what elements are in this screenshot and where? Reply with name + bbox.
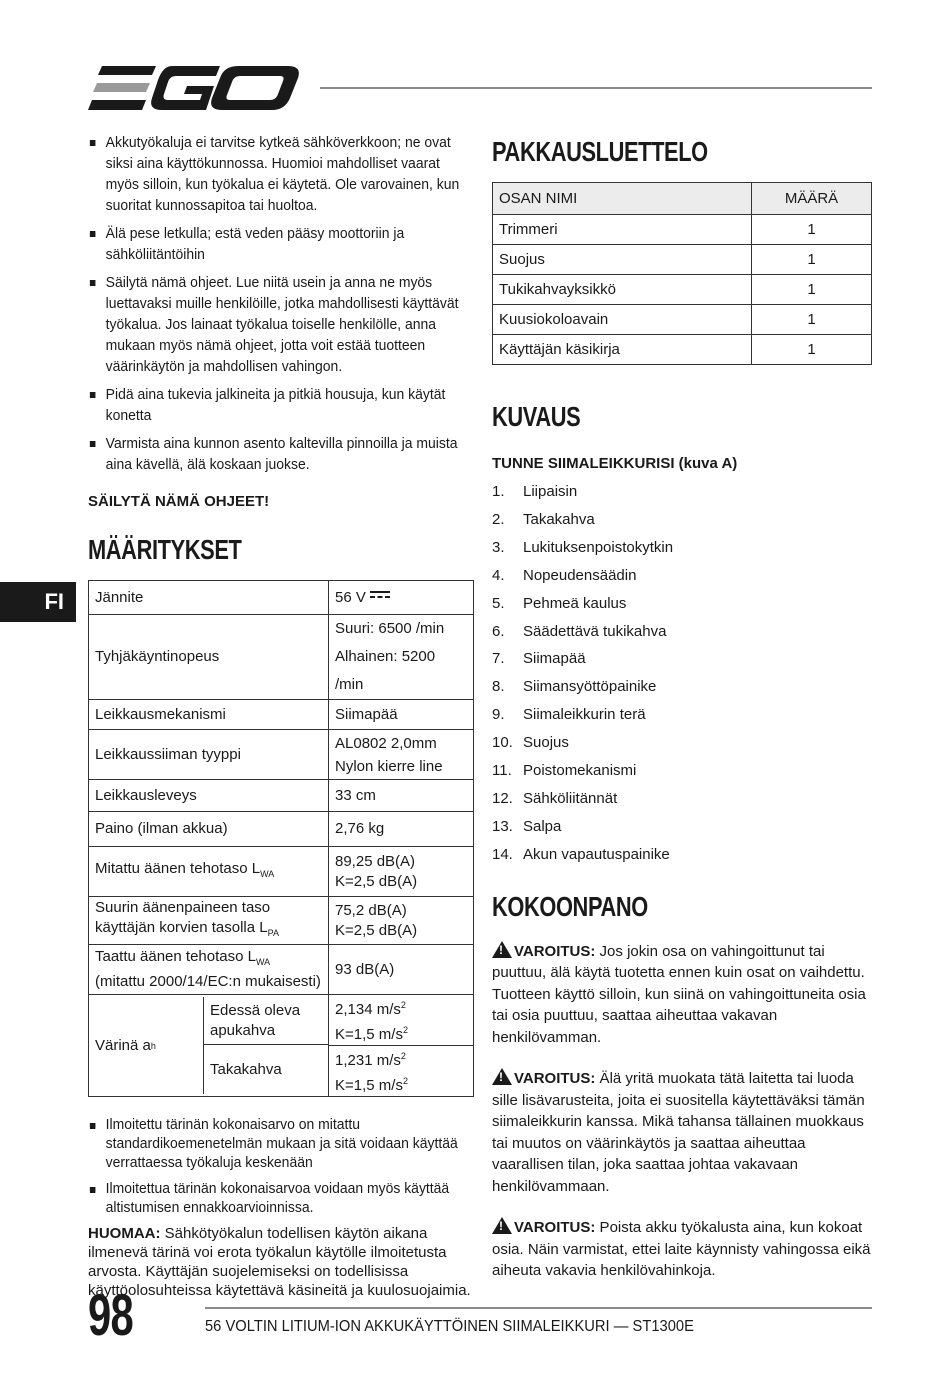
footer-rule	[205, 1307, 872, 1309]
list-item: Ilmoitettua tärinän kokonaisarvoa voidaan myös käyttää altistumisen ennakkoarvioinnissa.	[88, 1179, 472, 1217]
table-row	[493, 275, 872, 305]
parts-list	[492, 478, 872, 869]
warning-paragraph: !VAROITUS: Jos jokin osa on vahingoittunut tai puuttuu, älä käytä tuotetta ennen kuin osat on vaihdettu. Tuotteen käyttö silloin, kun siinä on vahingoittuneita osia tai osia puuttuu, saattaa aiheuttaa vakavan henkilövamman.	[492, 941, 872, 1049]
keep-instructions: SÄILYTÄ NÄMÄ OHJEET!	[88, 493, 270, 510]
table-row	[89, 615, 474, 700]
list-item: Älä pese letkulla; estä veden pääsy moottoriin ja sähköliitäntöihin	[88, 223, 472, 265]
spec-label: Suurin äänenpaineen taso käyttäjän korvien tasolla $L_{PA}$	[89, 897, 329, 945]
table-row	[89, 847, 474, 897]
list-item: 8. Siimansyöttöpainike	[492, 678, 657, 696]
spec-label: Taattu äänen tehotaso $L_{WA}$ (mitattu 2000/14/EC:n mukaisesti)	[89, 945, 329, 995]
rear-handle-label: Takakahva	[210, 1060, 282, 1078]
packing-heading: PAKKAUSLUETTELO	[492, 136, 708, 167]
list-item: 6. Säädettävä tukikahva	[492, 622, 667, 640]
part-name: Suojus	[493, 245, 752, 275]
header-rule	[320, 87, 872, 89]
right-column	[492, 132, 872, 1282]
table-row	[89, 780, 474, 812]
list-item: 14. Akun vapautuspainike	[492, 845, 670, 863]
part-qty: 1	[752, 215, 872, 245]
spec-value: Suuri: 6500 /min Alhainen: 5200 /min	[329, 615, 474, 700]
table-row	[493, 305, 872, 335]
part-name: Kuusiokoloavain	[493, 305, 752, 335]
spec-value: 93 dB(A)	[329, 945, 474, 995]
table-row	[89, 700, 474, 730]
warning-triangle-icon	[492, 941, 512, 958]
language-tab: FI	[0, 582, 76, 622]
page-number: 98	[88, 1283, 134, 1348]
column-header: OSAN NIMI	[493, 183, 752, 215]
part-name: Käyttäjän käsikirja	[493, 335, 752, 365]
warning-triangle-icon	[492, 1068, 512, 1085]
list-item: 5. Pehmeä kaulus	[492, 594, 627, 612]
assembly-heading: KOKOONPANO	[492, 890, 648, 922]
list-item: Akkutyökaluja ei tarvitse kytkeä sähköverkkoon; ne ovat siksi aina käyttökunnossa. Huomioi mahdolliset vaarat myös silloin, kun työkalua ei käytetä. Ole varovainen, kun suoritat kunnossapitoa tai huoltoa.	[88, 132, 472, 216]
table-row	[89, 945, 474, 995]
left-column	[88, 132, 474, 1300]
list-item: 1. Liipaisin	[492, 483, 578, 500]
table-row	[89, 897, 474, 945]
list-item: 11. Poistomekanismi	[492, 762, 637, 780]
front-handle-label: Edessä oleva apukahva	[204, 997, 328, 1045]
ego-logo	[88, 64, 300, 112]
table-row	[493, 335, 872, 365]
spec-label	[89, 995, 329, 1097]
table-row	[493, 245, 872, 275]
spec-value: 1,231 $m/s^2$ K=1,5 $m/s^2$	[329, 1046, 474, 1097]
note-paragraph: HUOMAA: Sähkötyökalun todellisen käytön aikana ilmenevä tärinä voi erota työkalun käytölle ilmoitetusta arvosta. Käyttäjän suojelemiseksi on todellisissa käyttöolosuhteissa käytettävä käsineitä ja kuulosuojaimia.	[88, 1225, 471, 1299]
table-row	[89, 581, 474, 615]
warning-paragraph: !VAROITUS: Poista akku työkalusta aina, kun kokoat osia. Näin varmistat, ettei laite käynnisty vahingossa eikä aiheuta vakavia henkilövahinkoja.	[492, 1217, 872, 1282]
spec-label: Leikkausmekanismi	[89, 700, 329, 730]
list-item: Varmista aina kunnon asento kaltevilla pinnoilla ja muista aina kävellä, älä koskaan juokse.	[88, 433, 472, 475]
list-item: 12. Sähköliitännät	[492, 789, 618, 807]
spec-value: 89,25 dB(A) K=2,5 dB(A)	[329, 847, 474, 897]
spec-value: 2,76 kg	[329, 812, 474, 847]
part-qty: 1	[752, 245, 872, 275]
part-name: Tukikahvayksikkö	[493, 275, 752, 305]
spec-label: Mitattu äänen tehotaso $L_{WA}$	[89, 847, 329, 897]
spec-label: Leikkausleveys	[89, 780, 329, 812]
list-item: Ilmoitettu tärinän kokonaisarvo on mitattu standardikoemenetelmän mukaan ja sitä voidaan käyttää verrattaessa työkaluja keskenään	[88, 1115, 472, 1172]
description-subheading: TUNNE SIIMALEIKKURISI (kuva A)	[492, 455, 738, 472]
spec-value: Siimapää	[329, 700, 474, 730]
list-item: 10. Suojus	[492, 734, 569, 752]
table-row	[89, 730, 474, 780]
list-item: 2. Takakahva	[492, 510, 595, 528]
list-item: 13. Salpa	[492, 817, 562, 835]
spec-label: Paino (ilman akkua)	[89, 812, 329, 847]
list-item: Pidä aina tukevia jalkineita ja pitkiä housuja, kun käytät konetta	[88, 384, 472, 426]
part-qty: 1	[752, 335, 872, 365]
spec-heading: MÄÄRITYKSET	[88, 534, 242, 565]
list-item: 3. Lukituksenpoistokytkin	[492, 538, 674, 556]
spec-value: 2,134 $m/s^2$ K=1,5 $m/s^2$	[329, 995, 474, 1046]
table-row	[493, 215, 872, 245]
table-row	[89, 995, 474, 1046]
spec-label: Leikkaussiiman tyyppi	[89, 730, 329, 780]
dc-symbol-icon	[370, 590, 390, 600]
warning-triangle-icon	[492, 1217, 512, 1234]
list-item: Säilytä nämä ohjeet. Lue niitä usein ja anna ne myös luettavaksi muille henkilöille, jotka mahdollisesti käyttävät työkalua. Jos lainaat työkalua toiselle henkilölle, anna mukaan myös nämä ohjeet, jotta voit estää tuotteen väärinkäytön ja mahdollisen vahingon.	[88, 272, 472, 377]
spec-value: 33 cm	[329, 780, 474, 812]
list-item: 7. Siimapää	[492, 650, 586, 668]
spec-table	[88, 580, 474, 1097]
table-header-row	[493, 183, 872, 215]
vibration-label: Värinä a h	[89, 997, 204, 1094]
part-qty: 1	[752, 275, 872, 305]
list-item: 9. Siimaleikkurin terä	[492, 706, 646, 724]
vibration-bullets	[88, 1115, 474, 1217]
safety-bullets	[88, 132, 474, 475]
spec-value: 56 V	[329, 581, 474, 615]
table-row	[89, 812, 474, 847]
spec-label: Jännite	[89, 581, 329, 615]
part-name: Trimmeri	[493, 215, 752, 245]
description-heading: KUVAUS	[492, 401, 581, 432]
warning-paragraph: !VAROITUS: Älä yritä muokata tätä laitetta tai luoda sille lisävarusteita, joita ei suositella käytettäväksi tämän siimaleikkurin kanssa. Mikä tahansa tällainen muokkaus tai muutos on väärinkäytös ja saattaa aiheuttaa vaarallisen tilan, joka saattaa johtaa vakavaan henkilövammaan.	[492, 1068, 872, 1197]
footer-text: 56 VOLTIN LITIUM-ION AKKUKÄYTTÖINEN SIIMALEIKKURI — ST1300E	[205, 1318, 694, 1335]
part-qty: 1	[752, 305, 872, 335]
spec-label: Tyhjäkäyntinopeus	[89, 615, 329, 700]
spec-value: AL0802 2,0mm Nylon kierre line	[329, 730, 474, 780]
column-header: MÄÄRÄ	[752, 183, 872, 215]
packing-table	[492, 182, 872, 365]
spec-value: 75,2 dB(A) K=2,5 dB(A)	[329, 897, 474, 945]
list-item: 4. Nopeudensäädin	[492, 566, 637, 584]
